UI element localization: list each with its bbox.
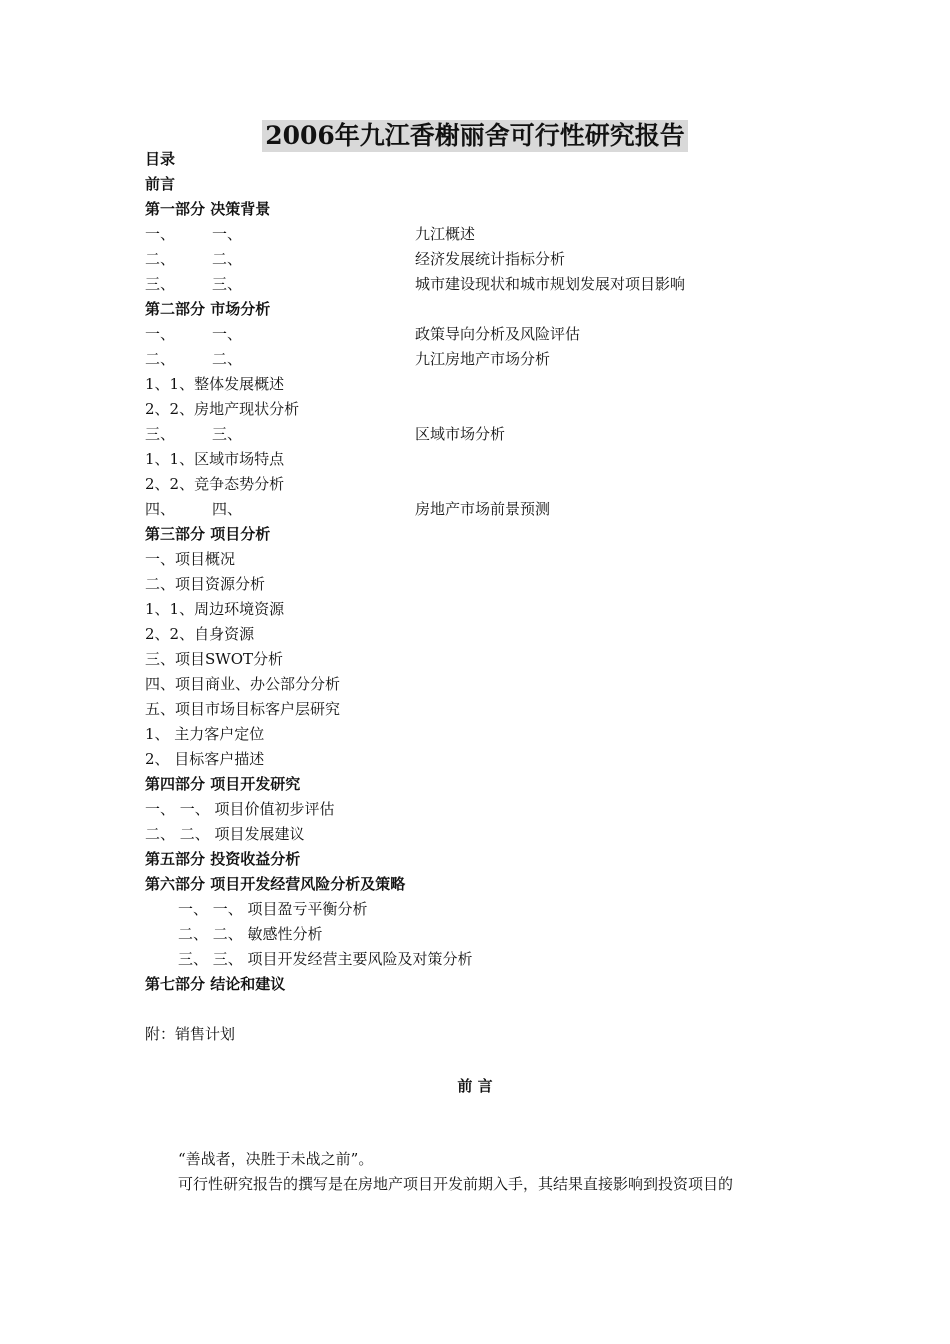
toc-subitem: 三、 三、 项目开发经营主要风险及对策分析 [178, 950, 473, 968]
toc-subitem: 2、2、房地产现状分析 [145, 400, 300, 418]
toc-item-num-a: 三、 [145, 275, 176, 293]
document-title-text: 2006年九江香榭丽舍可行性研究报告 [262, 120, 688, 152]
toc-subitem: 一、 一、 项目价值初步评估 [145, 800, 335, 818]
toc-item-num-a: 一、 [145, 325, 176, 343]
toc-item-text: 区域市场分析 [415, 425, 506, 443]
toc-item-num-a: 一、 [145, 225, 176, 243]
toc-item-text: 经济发展统计指标分析 [415, 250, 566, 268]
toc-subitem: 2、2、竞争态势分析 [145, 475, 285, 493]
toc-subitem: 1、1、周边环境资源 [145, 600, 285, 618]
toc-part3-heading: 第三部分 项目分析 [145, 525, 271, 543]
toc-item-num-b: 一、 [212, 325, 243, 343]
toc-item-num-b: 三、 [212, 425, 243, 443]
toc-item-text: 城市建设现状和城市规划发展对项目影响 [415, 275, 686, 293]
toc-subitem: 1、 主力客户定位 [145, 725, 265, 743]
toc-subitem: 四、项目商业、办公部分分析 [145, 675, 341, 693]
toc-mulu: 目录 [145, 150, 176, 168]
toc-appendix: 附：销售计划 [145, 1025, 236, 1043]
toc-part4-heading: 第四部分 项目开发研究 [145, 775, 301, 793]
toc-item-num-b: 二、 [212, 350, 243, 368]
toc-part2-heading: 第二部分 市场分析 [145, 300, 271, 318]
toc-subitem: 二、项目资源分析 [145, 575, 266, 593]
toc-item-num-b: 二、 [212, 250, 243, 268]
toc-subitem: 一、项目概况 [145, 550, 236, 568]
toc-item-text: 房地产市场前景预测 [415, 500, 551, 518]
toc-part7-heading: 第七部分 结论和建议 [145, 975, 286, 993]
toc-item-num-b: 一、 [212, 225, 243, 243]
toc-item-num-a: 二、 [145, 350, 176, 368]
toc-subitem: 1、1、整体发展概述 [145, 375, 285, 393]
toc-subitem: 二、 二、 项目发展建议 [145, 825, 305, 843]
toc-qianyan: 前言 [145, 175, 176, 193]
toc-item-num-b: 四、 [212, 500, 243, 518]
document-title [0, 120, 950, 152]
toc-subitem: 2、 目标客户描述 [145, 750, 265, 768]
toc-item-text: 九江房地产市场分析 [415, 350, 551, 368]
toc-item-num-a: 二、 [145, 250, 176, 268]
toc-item-num-a: 四、 [145, 500, 176, 518]
toc-subitem: 1、1、区域市场特点 [145, 450, 285, 468]
toc-item-num-b: 三、 [212, 275, 243, 293]
preface-paragraph: 可行性研究报告的撰写是在房地产项目开发前期入手，其结果直接影响到投资项目的 [178, 1175, 734, 1193]
preface-heading: 前 言 [457, 1077, 493, 1095]
toc-subitem: 一、 一、 项目盈亏平衡分析 [178, 900, 368, 918]
toc-part5-heading: 第五部分 投资收益分析 [145, 850, 301, 868]
toc-subitem: 二、 二、 敏感性分析 [178, 925, 323, 943]
preface-quote: “善战者，决胜于未战之前”。 [178, 1150, 374, 1168]
toc-part6-heading: 第六部分 项目开发经营风险分析及策略 [145, 875, 406, 893]
toc-item-num-a: 三、 [145, 425, 176, 443]
toc-item-text: 政策导向分析及风险评估 [415, 325, 581, 343]
toc-subitem: 五、项目市场目标客户层研究 [145, 700, 341, 718]
toc-item-text: 九江概述 [415, 225, 476, 243]
toc-subitem: 三、项目SWOT分析 [145, 650, 283, 668]
toc-part1-heading: 第一部分 决策背景 [145, 200, 271, 218]
toc-subitem: 2、2、自身资源 [145, 625, 255, 643]
